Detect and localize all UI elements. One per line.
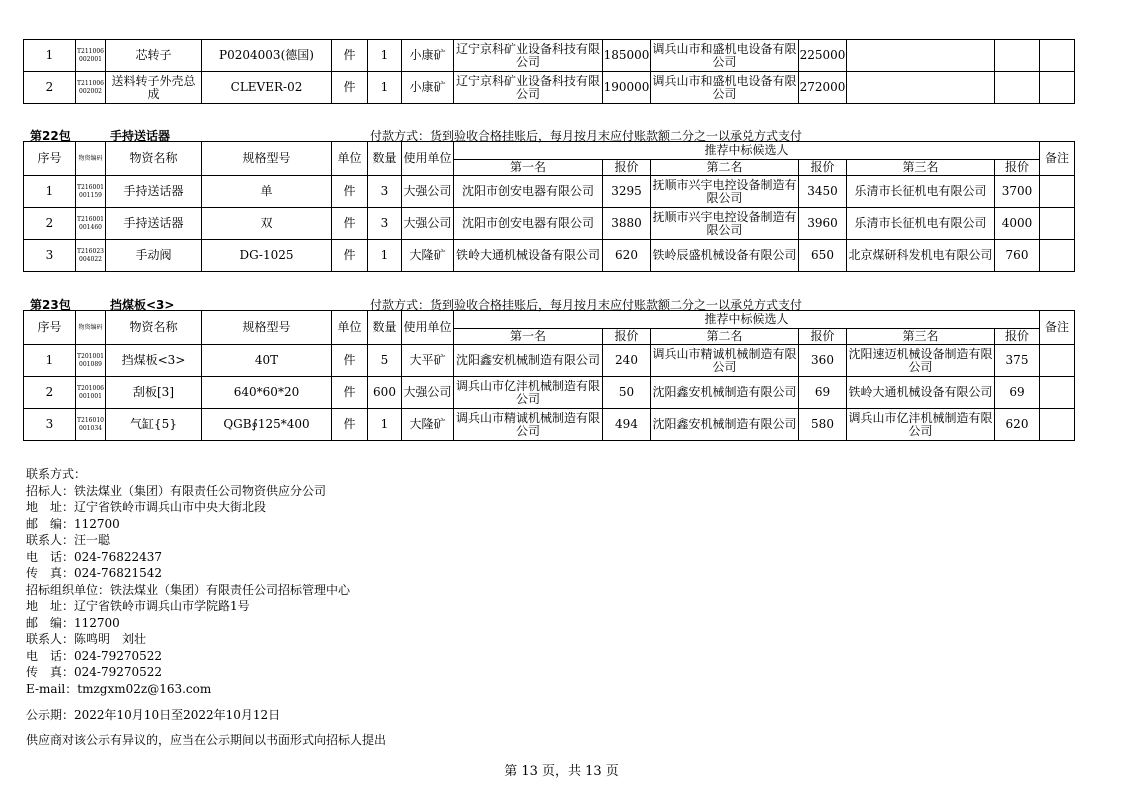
header-qty: 数量 <box>368 142 402 176</box>
cell-unit: 件 <box>332 345 368 377</box>
header-code: 物资编码 <box>76 142 106 176</box>
cell-second: 沈阳鑫安机械制造有限公司 <box>651 377 799 409</box>
cell-remark <box>1040 72 1075 104</box>
cell-name: 手持送话器 <box>106 176 202 208</box>
cell-third <box>847 72 995 104</box>
cell-spec: 40T <box>202 345 332 377</box>
cell-third: 沈阳速迈机械设备制造有限公司 <box>847 345 995 377</box>
header-third: 第三名 <box>847 329 995 345</box>
header-user: 使用单位 <box>402 142 454 176</box>
cell-price3 <box>995 72 1040 104</box>
cell-unit: 件 <box>332 40 368 72</box>
cell-third: 北京煤研科发机电有限公司 <box>847 240 995 272</box>
cell-price3 <box>995 40 1040 72</box>
header-name: 物资名称 <box>106 311 202 345</box>
header-second: 第二名 <box>651 160 799 176</box>
cell-price2: 360 <box>799 345 847 377</box>
cell-code: T216023 004022 <box>76 240 106 272</box>
cell-second: 沈阳鑫安机械制造有限公司 <box>651 409 799 441</box>
cell-unit: 件 <box>332 208 368 240</box>
cell-price3: 3700 <box>995 176 1040 208</box>
header-seq: 序号 <box>24 311 76 345</box>
cell-remark <box>1040 40 1075 72</box>
cell-name: 手动阀 <box>106 240 202 272</box>
cell-first: 沈阳市创安电器有限公司 <box>454 208 603 240</box>
cell-seq: 3 <box>24 409 76 441</box>
header-qty: 数量 <box>368 311 402 345</box>
cell-user: 大平矿 <box>402 345 454 377</box>
cell-remark <box>1040 208 1075 240</box>
contact-line: 联系人：汪一聪 <box>26 533 111 547</box>
cell-price3: 620 <box>995 409 1040 441</box>
cell-seq: 1 <box>24 40 76 72</box>
cell-name: 气缸{5} <box>106 409 202 441</box>
cell-price1: 240 <box>603 345 651 377</box>
contact-info <box>26 466 350 697</box>
cell-qty: 1 <box>368 40 402 72</box>
package22-table <box>23 141 1075 272</box>
header-unit: 单位 <box>332 311 368 345</box>
cell-price2: 69 <box>799 377 847 409</box>
cell-user: 小康矿 <box>402 72 454 104</box>
cell-third <box>847 40 995 72</box>
cell-code: T216001 001460 <box>76 208 106 240</box>
table-row <box>24 409 1075 441</box>
cell-user: 大强公司 <box>402 208 454 240</box>
cell-third: 乐清市长征机电有限公司 <box>847 208 995 240</box>
header-price3: 报价 <box>995 160 1040 176</box>
contact-line: 地 址：辽宁省铁岭市调兵山市学院路1号 <box>26 599 250 613</box>
cell-seq: 3 <box>24 240 76 272</box>
cell-spec: 单 <box>202 176 332 208</box>
header-first: 第一名 <box>454 329 603 345</box>
header-user: 使用单位 <box>402 311 454 345</box>
cell-qty: 5 <box>368 345 402 377</box>
package23-payment: 付款方式：货到验收合格挂账后，每月按月末应付账款额二分之一以承兑方式支付 <box>370 298 803 312</box>
contact-line: 地 址：辽宁省铁岭市调兵山市中央大街北段 <box>26 500 267 514</box>
contact-line: 传 真：024-79270522 <box>26 665 163 679</box>
cell-price2: 3450 <box>799 176 847 208</box>
notice-period: 公示期：2022年10月10日至2022年10月12日 <box>26 708 281 722</box>
table-row <box>24 176 1075 208</box>
cell-price1: 50 <box>603 377 651 409</box>
cell-first: 沈阳鑫安机械制造有限公司 <box>454 345 603 377</box>
cell-price3: 69 <box>995 377 1040 409</box>
table-row <box>24 208 1075 240</box>
header-candidates: 推荐中标候选人 <box>454 311 1040 329</box>
cell-first: 铁岭大通机械设备有限公司 <box>454 240 603 272</box>
contact-line: 招标组织单位：铁法煤业（集团）有限责任公司招标管理中心 <box>26 582 351 597</box>
header-price2: 报价 <box>799 329 847 345</box>
cell-spec: 双 <box>202 208 332 240</box>
cell-price3: 760 <box>995 240 1040 272</box>
cell-first: 调兵山市亿沣机械制造有限公司 <box>454 377 603 409</box>
cell-user: 大强公司 <box>402 176 454 208</box>
cell-unit: 件 <box>332 377 368 409</box>
package23-name: 挡煤板<3> <box>110 298 175 312</box>
cell-qty: 600 <box>368 377 402 409</box>
cell-name: 送料转子外壳总成 <box>106 72 202 104</box>
cell-code: T211006 002002 <box>76 72 106 104</box>
package22-payment: 付款方式：货到验收合格挂账后，每月按月末应付账款额二分之一以承兑方式支付 <box>370 129 803 143</box>
header-first: 第一名 <box>454 160 603 176</box>
package23-table <box>23 310 1075 441</box>
cell-third: 铁岭大通机械设备有限公司 <box>847 377 995 409</box>
cell-price3: 375 <box>995 345 1040 377</box>
cell-price2: 225000 <box>799 40 847 72</box>
header-price1: 报价 <box>603 160 651 176</box>
cell-remark <box>1040 377 1075 409</box>
header-spec: 规格型号 <box>202 311 332 345</box>
cell-remark <box>1040 409 1075 441</box>
header-name: 物资名称 <box>106 142 202 176</box>
table-row <box>24 240 1075 272</box>
header-third: 第三名 <box>847 160 995 176</box>
contact-line: 电 话：024-76822437 <box>26 549 163 564</box>
cell-price2: 650 <box>799 240 847 272</box>
cell-seq: 2 <box>24 208 76 240</box>
contact-line: E-mail：tmzgxm02z@163.com <box>26 681 212 696</box>
package22-name: 手持送话器 <box>110 129 171 143</box>
header-candidates: 推荐中标候选人 <box>454 142 1040 160</box>
page-number: 第 13 页，共 13 页 <box>504 764 619 779</box>
cell-qty: 3 <box>368 208 402 240</box>
header-price1: 报价 <box>603 329 651 345</box>
cell-name: 刮板[3] <box>106 377 202 409</box>
cell-second: 调兵山市精诚机械制造有限公司 <box>651 345 799 377</box>
cell-first: 辽宁京科矿业设备科技有限公司 <box>454 72 603 104</box>
header-unit: 单位 <box>332 142 368 176</box>
contact-line: 邮 编：112700 <box>26 516 120 531</box>
cell-first: 沈阳市创安电器有限公司 <box>454 176 603 208</box>
cell-code: T201006 001001 <box>76 377 106 409</box>
cell-third: 乐清市长征机电有限公司 <box>847 176 995 208</box>
cell-code: T216010 001034 <box>76 409 106 441</box>
cell-code: T216001 001159 <box>76 176 106 208</box>
cell-price1: 494 <box>603 409 651 441</box>
contact-line: 联系方式： <box>26 467 87 481</box>
cell-first: 调兵山市精诚机械制造有限公司 <box>454 409 603 441</box>
cell-remark <box>1040 176 1075 208</box>
contact-line: 联系人：陈鸣明 刘壮 <box>26 632 147 646</box>
package23-number: 第23包 <box>30 298 71 312</box>
cell-second: 调兵山市和盛机电设备有限公司 <box>651 72 799 104</box>
continuation-table <box>23 39 1075 104</box>
cell-unit: 件 <box>332 409 368 441</box>
cell-spec: P0204003(德国) <box>202 40 332 72</box>
cell-seq: 1 <box>24 345 76 377</box>
notice-objection: 供应商对该公示有异议的，应当在公示期间以书面形式向招标人提出 <box>26 733 387 747</box>
header-remark: 备注 <box>1040 142 1075 176</box>
cell-seq: 1 <box>24 176 76 208</box>
cell-price1: 185000 <box>603 40 651 72</box>
header-price2: 报价 <box>799 160 847 176</box>
cell-qty: 1 <box>368 72 402 104</box>
cell-second: 调兵山市和盛机电设备有限公司 <box>651 40 799 72</box>
cell-price2: 272000 <box>799 72 847 104</box>
cell-remark <box>1040 345 1075 377</box>
cell-user: 大隆矿 <box>402 409 454 441</box>
cell-code: T211006 002001 <box>76 40 106 72</box>
header-code: 物资编码 <box>76 311 106 345</box>
cell-name: 芯转子 <box>106 40 202 72</box>
cell-second: 抚顺市兴宇电控设备制造有限公司 <box>651 208 799 240</box>
cell-third: 调兵山市亿沣机械制造有限公司 <box>847 409 995 441</box>
cell-spec: QGB∮125*400 <box>202 409 332 441</box>
cell-user: 小康矿 <box>402 40 454 72</box>
cell-price3: 4000 <box>995 208 1040 240</box>
cell-qty: 1 <box>368 409 402 441</box>
header-seq: 序号 <box>24 142 76 176</box>
contact-line: 招标人：铁法煤业（集团）有限责任公司物资供应分公司 <box>26 483 327 498</box>
cell-user: 大隆矿 <box>402 240 454 272</box>
cell-code: T201001 001089 <box>76 345 106 377</box>
contact-line: 邮 编：112700 <box>26 615 120 630</box>
cell-spec: CLEVER-02 <box>202 72 332 104</box>
header-remark: 备注 <box>1040 311 1075 345</box>
cell-spec: DG-1025 <box>202 240 332 272</box>
contact-line: 电 话：024-79270522 <box>26 648 163 663</box>
cell-name: 手持送话器 <box>106 208 202 240</box>
cell-unit: 件 <box>332 72 368 104</box>
header-price3: 报价 <box>995 329 1040 345</box>
cell-seq: 2 <box>24 72 76 104</box>
cell-user: 大强公司 <box>402 377 454 409</box>
cell-price2: 580 <box>799 409 847 441</box>
table-row <box>24 345 1075 377</box>
cell-price2: 3960 <box>799 208 847 240</box>
package22-number: 第22包 <box>30 129 71 143</box>
cell-spec: 640*60*20 <box>202 377 332 409</box>
cell-seq: 2 <box>24 377 76 409</box>
cell-qty: 3 <box>368 176 402 208</box>
cell-first: 辽宁京科矿业设备科技有限公司 <box>454 40 603 72</box>
table-row <box>24 72 1075 104</box>
cell-second: 抚顺市兴宇电控设备制造有限公司 <box>651 176 799 208</box>
cell-name: 挡煤板<3> <box>106 345 202 377</box>
table-row <box>24 377 1075 409</box>
header-second: 第二名 <box>651 329 799 345</box>
cell-remark <box>1040 240 1075 272</box>
cell-second: 铁岭辰盛机械设备有限公司 <box>651 240 799 272</box>
cell-unit: 件 <box>332 176 368 208</box>
cell-price1: 3295 <box>603 176 651 208</box>
cell-unit: 件 <box>332 240 368 272</box>
cell-price1: 620 <box>603 240 651 272</box>
contact-line: 传 真：024-76821542 <box>26 566 163 580</box>
cell-price1: 190000 <box>603 72 651 104</box>
cell-price1: 3880 <box>603 208 651 240</box>
header-spec: 规格型号 <box>202 142 332 176</box>
cell-qty: 1 <box>368 240 402 272</box>
table-row <box>24 40 1075 72</box>
